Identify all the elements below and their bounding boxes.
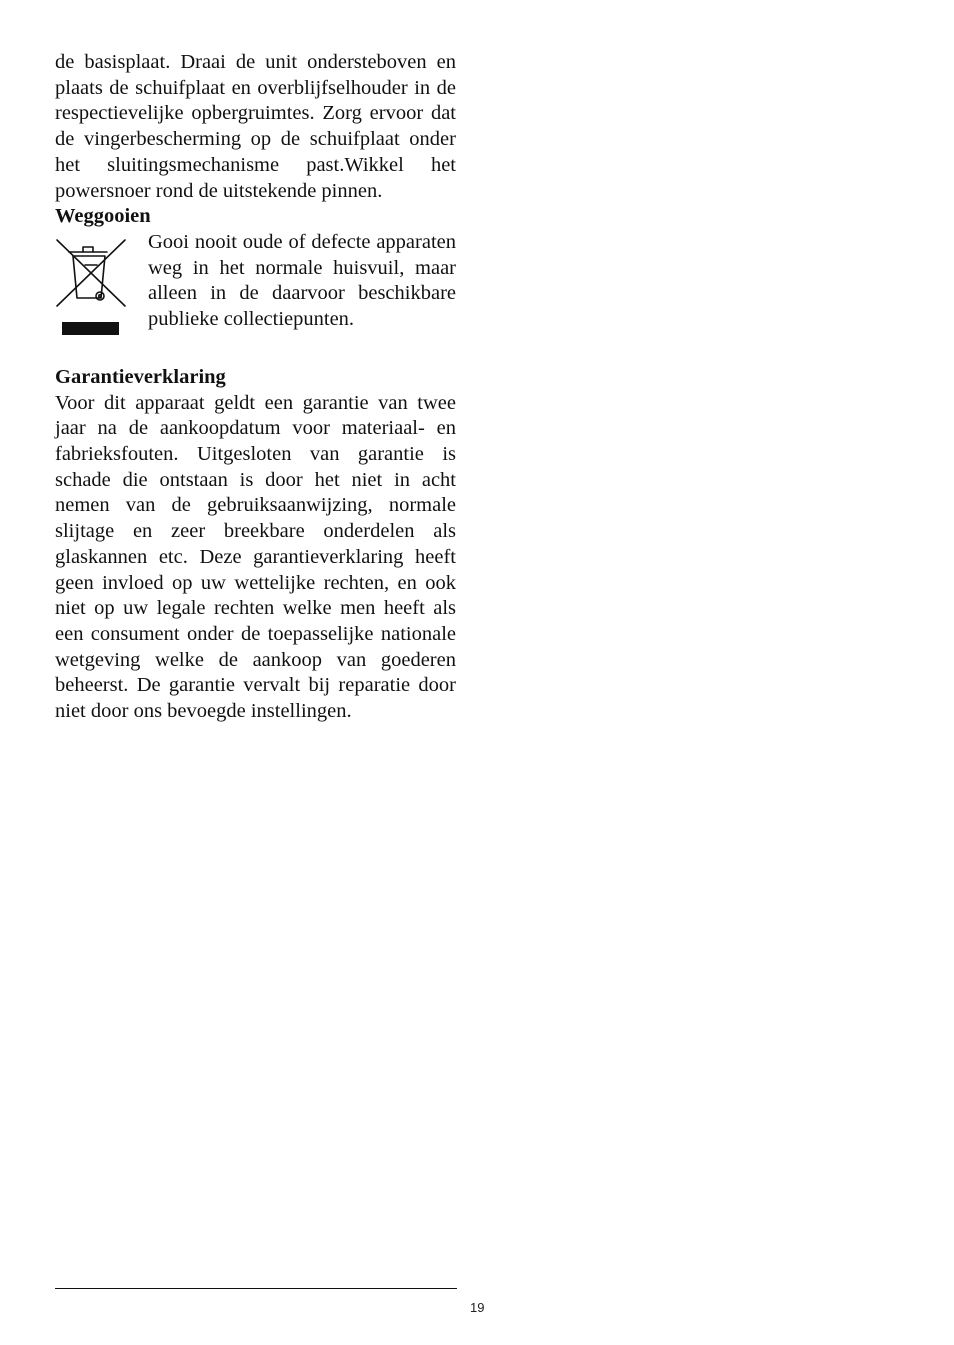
page-number: 19 bbox=[470, 1300, 485, 1315]
disposal-section bbox=[55, 204, 456, 340]
text-column bbox=[55, 50, 456, 750]
disposal-row bbox=[55, 230, 456, 340]
warranty-section bbox=[55, 365, 456, 725]
warranty-paragraph: Voor dit apparaat geldt een garantie van twee jaar na de aankoopdatum voor materiaal- en fabrieksfouten. Uitgesloten van garantie is schade die ontstaan is door het niet in acht nemen van de gebruiksaanwijzing, normale slijtage en zeer breekbare onderdelen als glaskannen etc. Deze garantieverklaring heeft geen invloed op uw wettelijke rechten, en ook niet op uw legale rechten welke men heeft als een consument onder de toepasselijke nationale wetgeving welke de aankoop van goederen beheerst. De garantie vervalt bij reparatie door niet door ons bevoegde instellingen. bbox=[55, 391, 456, 723]
disposal-heading: Weggooien bbox=[55, 205, 151, 228]
disposal-paragraph: Gooi nooit oude of defecte apparaten weg in het normale huisvuil, maar alleen in de daarvoor beschikbare publieke collectiepunten. bbox=[148, 230, 456, 331]
footer-rule bbox=[55, 1288, 457, 1289]
crossed-out-wheelie-bin-icon bbox=[55, 236, 127, 340]
intro-paragraph: de basisplaat. Draai de unit ondersteboven en plaats de schuifplaat en overblijfselhouder in de respectievelijke opbergruimtes. Zorg ervoor dat de vingerbescherming op de schuifplaat onder het sluitingsmechanisme past.Wikkel het powersnoer rond de uitstekende pinnen. bbox=[55, 51, 456, 202]
warranty-heading: Garantieverklaring bbox=[55, 365, 226, 388]
